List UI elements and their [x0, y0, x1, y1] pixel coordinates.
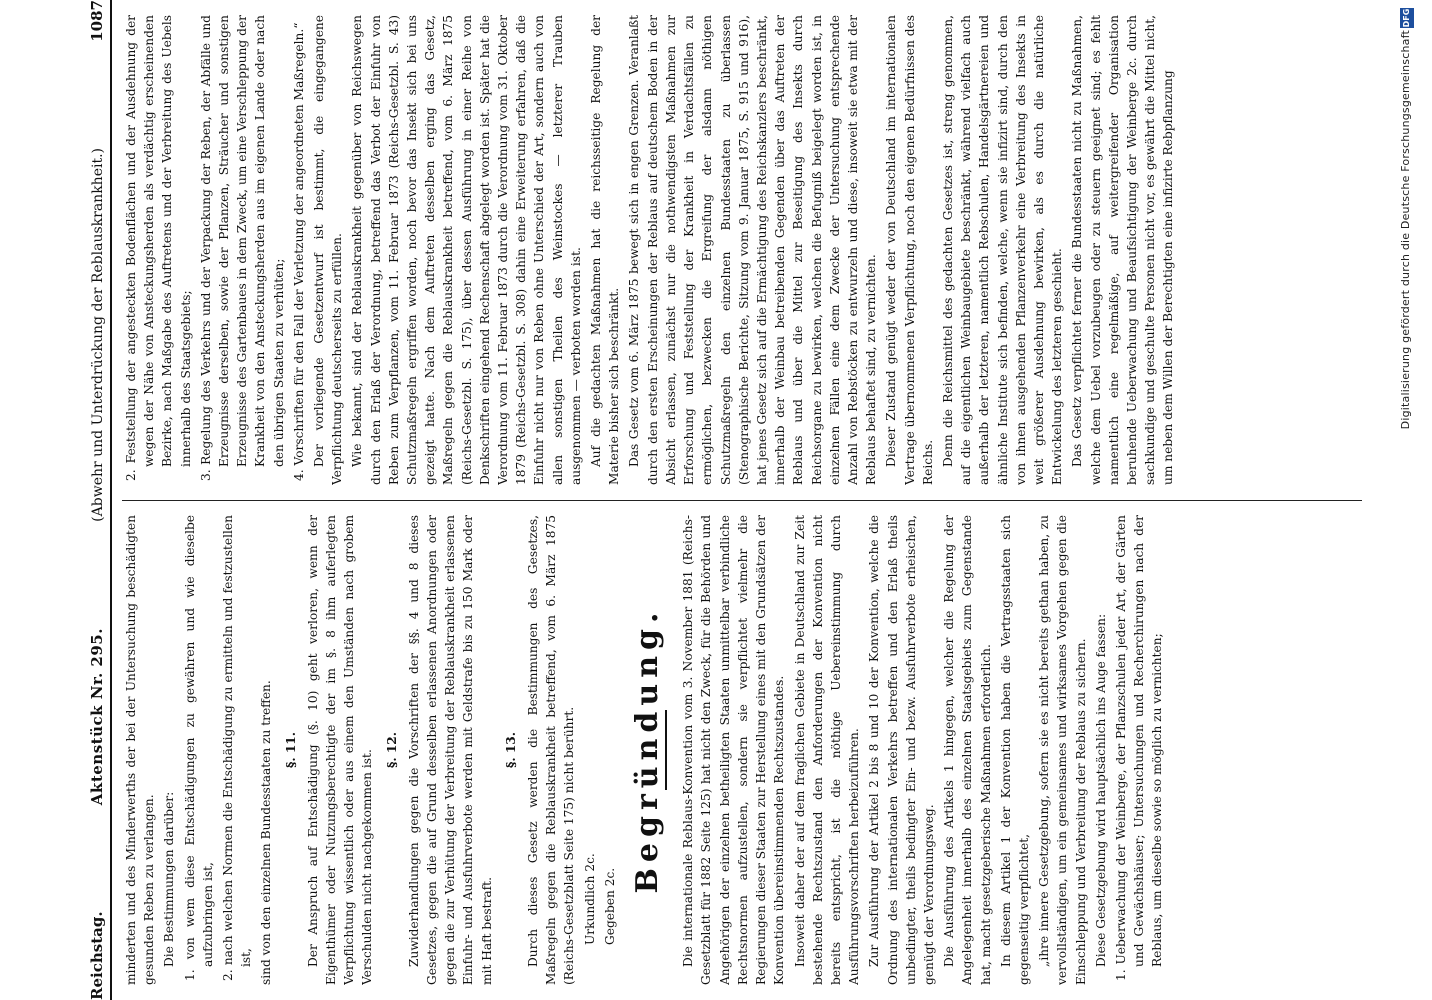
dfg-logo: DFG — [1400, 8, 1414, 28]
signature-line: Urkundlich 2c. — [582, 853, 597, 945]
signature-line: Gegeben 2c. — [602, 867, 617, 945]
page-number: 1087 — [88, 0, 106, 42]
section-heading: §. 12. — [384, 731, 399, 769]
paragraph: „ihre innere Gesetzgebung, sofern sie es nicht bereits gethan haben, zu vervollständigen, um ein gemeinsames und wirksames Vorgehen gegen die Einschleppung und Verbreitung der Reblaus zu sichern. — [1037, 515, 1088, 985]
paragraph: Diese Gesetzgebung wird hauptsächlich ins Auge fassen: — [1093, 613, 1108, 967]
paragraph: Die Ausführung des Artikels 1 hingegen, welcher die Regelung der Angelegenheit innerhalb des einzelnen Staatsgebiets zum Gegenstande hat, macht gesetzgeberische Maßnahmen erforderlich. — [942, 515, 993, 985]
header-left: Reichstag. — [88, 911, 106, 1000]
paragraph: Zuwiderhandlungen gegen die Vorschriften der §§. 4 und 8 dieses Gesetzes, gegen die auf Grund desselben erlassenen Anordnungen oder gegen die zur Verhütung der Verbreitung der Reblauskrankheit erlassenen Einfuhr- und Ausfuhrverbote werden mit Geldstrafe bis zu 150 Mark oder mit Haft bestraft. — [406, 515, 494, 985]
page-header — [52, 0, 112, 1000]
paragraph: In diesem Artikel 1 der Konvention haben die Vertragsstaaten sich gegenseitig verpflichtet, — [998, 515, 1031, 985]
paragraph: Der vorliegende Gesetzentwurf ist bestimmt, die eingegangene Verpflichtung deutscherseits zu erfüllen. — [312, 15, 345, 485]
document-body — [112, 0, 1372, 1000]
column-right — [122, 15, 1362, 485]
section-heading: §. 13. — [503, 731, 518, 769]
paragraph: Das Gesetz verpflichtet ferner die Bundesstaaten nicht zu Maßnahmen, welche dem Uebel vorzubeugen oder zu steuern geeignet sind; es fehlt namentlich eine regelmäßige, auf weitergreifender Organisation beruhende Ueberwachung und Beaufsichtigung der Weinberge 2c. durch sachkundige und geschulte Personen nicht vor, es gewährt die Mittel nicht, um neben dem Willen der Berechtigten eine infizirte Rebpflanzung — [1070, 15, 1176, 485]
list-item: 3. Regelung des Verkehrs und der Verpackung der Reben, der Abfälle und Erzeugnisse derselben, sowie der Pflanzen, Sträucher und sonstigen Erzeugnisse des Gartenbaues in dem Zweck, um eine Verschleppung der Krankheit von den Ansteckungsherden aus im eigenen Lande oder nach den übrigen Staaten zu verhüten; — [198, 15, 286, 481]
digitization-note — [1372, 0, 1432, 1000]
title-rule — [665, 710, 667, 790]
list-item: 4. Vorschriften für den Fall der Verletzung der angeordneten Maßregeln.“ — [291, 22, 306, 481]
paragraph: Insoweit daher der auf dem fraglichen Gebiete in Deutschland zur Zeit bestehende Rechtszustand den Anforderungen der Konvention nicht bereits entspricht, ist die nöthige Uebereinstimmung durch Ausführungsvorschriften herbeizuführen. — [792, 515, 862, 985]
paragraph: Der Anspruch auf Entschädigung (§. 10) geht verloren, wenn der Eigenthümer oder Nutzungsberechtigte der im §. 8 ihm auferlegten Verpflichtung wissentlich oder aus einem den Umständen nach grobem Verschulden nicht nachgekommen ist. — [305, 515, 375, 985]
list-item: 1. von wem diese Entschädigungen zu gewähren und wie dieselbe aufzubringen ist, — [182, 515, 215, 981]
paragraph: Wie bekannt, sind der Reblauskrankheit gegenüber von Reichswegen durch den Erlaß der Verordnung, betreffend das Verbot der Einfuhr von Reben zum Verpflanzen, vom 11. Februar 1873 (Reichs-Gesetzbl. S. 43) Schutzmaßregeln ergriffen worden, noch bevor das Insekt sich bei uns gezeigt hatte. Nach dem Auftreten desselben erging das Gesetz, Maßregeln gegen die Reblauskrankheit betreffend, vom 6. März 1875 (Reichs-Gesetzbl. S. 175), über dessen Ausführung in einer Reihe von Denkschriften eingehend Rechenschaft abgelegt worden ist. Später hat die Verordnung vom 11. Februar 1873 durch die Verordnung vom 31. Oktober 1879 (Reichs-Gesetzbl. S. 308) dahin eine Erweiterung erfahren, daß die Einfuhr nicht nur von Reben ohne Unterschied der Art, sondern auch von allen sonstigen Theilen des Weinstockes — letzterer Trauben ausgenommen — verboten worden ist. — [350, 15, 583, 485]
paragraph: Auf die gedachten Maßnahmen hat die reichsseitige Regelung der Materie bisher sich beschränkt. — [589, 15, 622, 485]
paragraph: Zur Ausführung der Artikel 2 bis 8 und 10 der Konvention, welche die Ordnung des internationalen Verkehrs betreffen und den Erlaß theils unbedingter, theils bedingter Ein- und bezw. Ausfuhrverbote erheischen, genügt der Verordnungsweg. — [867, 515, 936, 985]
list-item: 2. nach welchen Normen die Entschädigung zu ermitteln und festzustellen ist, — [221, 515, 254, 981]
paragraph: Durch dieses Gesetz werden die Bestimmungen des Gesetzes, Maßregeln gegen die Reblauskrankheit betreffend, vom 6. März 1875 (Reichs-Gesetzblatt Seite 175) nicht berührt. — [526, 515, 577, 985]
paragraph: Denn die Reichsmittel des gedachten Gesetzes ist, streng genommen, auf die eigentlichen Weinbaugebiete beschränkt, während vielfach auch außerhalb der letzteren, namentlich Rebschulen, Handelsgärtnereien und ähnliche Institute sich befinden, welche, wenn sie infizirt sind, durch den von ihnen ausgehenden Pflanzenverkehr eine Verbreitung des Insekts in weit größerer Ausdehnung bewirken, als es durch die natürliche Entwickelung des letzteren geschieht. — [940, 15, 1065, 485]
list-item: 2. Feststellung der angesteckten Bodenflächen und der Ausdehnung der wegen der Nähe von Ansteckungsherden als verdächtig erscheinenden Bezirke, nach Maßgabe des Auftretens und der Verbreitung des Uebels innerhalb des Staatsgebiets; — [124, 15, 193, 481]
paragraph: Dieser Zustand genügt weder der von Deutschland im internationalen Vertrage übernommenen Verpflichtung, noch den eigenen Bedürfnissen des Reichs. — [884, 15, 935, 485]
column-divider — [122, 500, 1362, 501]
header-document-number: Aktenstück Nr. 295. — [88, 628, 106, 806]
paragraph: Die internationale Reblaus-Konvention vom 3. November 1881 (Reichs-Gesetzblatt für 1882 Seite 125) hat nicht den Zweck, für die Behörden und Angehörigen der einzelnen betheiligten Staaten unmittelbar verbindliche Rechtsnormen aufzustellen, sondern sie verpflichtet vielmehr die Regierungen dieser Staaten zur Herstellung eines mit den Grundsätzen der Konvention übereinstimmenden Rechtszustandes. — [681, 515, 787, 985]
column-left — [122, 515, 1362, 985]
paragraph: Das Gesetz vom 6. März 1875 bewegt sich in engen Grenzen. Veranlaßt durch den ersten Erscheinungen der Reblaus auf deutschem Boden in der Absicht erlassen, zunächst nur die nothwendigsten Maßnahmen zur Erforschung und Feststellung der Krankheit in Verdachtsfällen zu ermöglichen, bezwecken die Ergreifung der alsdann nöthigen Schutzmaßregeln den einzelnen Bundesstaaten zu überlassen (Stenographische Berichte, Sitzung vom 9. Januar 1875, S. 915 und 916), hat jenes Gesetz sich auf die Ermächtigung des Reichskanzlers beschränkt, innerhalb der Weinbau betreibenden Gegenden über das Auftreten der Reblaus und über die Mittel zur Beseitigung des Insekts durch Reichsorgane zu bewirken, welchen die Befugniß beigelegt worden ist, in einzelnen Fällen eine dem Zwecke der Untersuchung entsprechende Anzahl von Rebstöcken zu entwurzeln und diese, insoweit sie etwa mit der Reblaus behaftet sind, zu vernichten. — [627, 15, 879, 485]
section-title: Begründung. — [630, 606, 666, 894]
section-heading: §. 11. — [283, 731, 298, 769]
list-item: 1. Ueberwachung der Weinberge, der Pflanzschulen jeder Art, der Gärten und Gewächshäuser; Untersuchungen und Recherchirungen nach der Reblaus, um dieselbe sowie so möglich zu vernichten; — [1113, 515, 1165, 981]
paragraph: Die Bestimmungen darüber: — [162, 791, 177, 967]
paragraph: sind von den einzelnen Bundesstaaten zu treffen. — [259, 680, 274, 985]
paragraph: minderten und des Minderwerths der bei der Untersuchung beschädigten gesunden Reben zu verlangen. — [124, 515, 157, 985]
header-subject: (Abwehr und Unterdrückung der Reblauskrankheit.) — [90, 148, 106, 522]
digitization-credit: Digitalisierung gefördert durch die Deutsche Forschungsgemeinschaft — [1399, 30, 1412, 430]
